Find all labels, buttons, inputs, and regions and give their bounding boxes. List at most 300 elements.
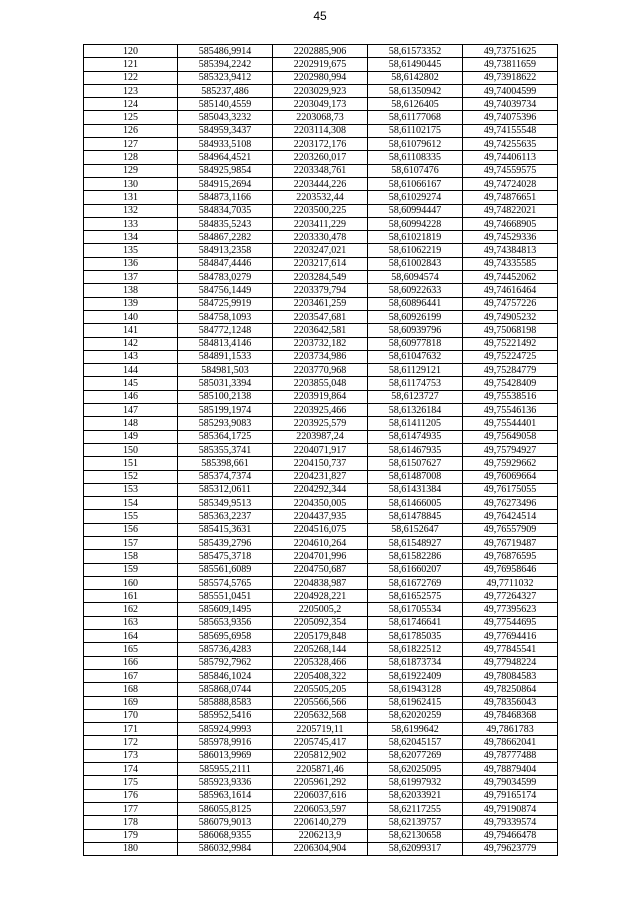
longitude-cell: 49,77544695 (463, 616, 558, 629)
x-coordinate-cell: 585551,0451 (178, 590, 273, 603)
x-coordinate-cell: 585653,9356 (178, 616, 273, 629)
point-number-cell: 180 (84, 842, 178, 855)
x-coordinate-cell: 585486,9914 (178, 45, 273, 58)
latitude-cell: 58,61350942 (368, 84, 463, 97)
longitude-cell: 49,77845541 (463, 643, 558, 656)
table-row (84, 483, 558, 496)
table-row (84, 377, 558, 390)
point-number-cell: 131 (84, 191, 178, 204)
longitude-cell: 49,74529336 (463, 231, 558, 244)
longitude-cell: 49,76876595 (463, 550, 558, 563)
point-number-cell: 144 (84, 364, 178, 377)
point-number-cell: 166 (84, 656, 178, 669)
point-number-cell: 138 (84, 284, 178, 297)
y-coordinate-cell: 2204071,917 (273, 443, 368, 456)
x-coordinate-cell: 586055,8125 (178, 802, 273, 815)
y-coordinate-cell: 2203114,308 (273, 124, 368, 137)
x-coordinate-cell: 585978,9916 (178, 736, 273, 749)
y-coordinate-cell: 2204701,996 (273, 550, 368, 563)
table-row (84, 45, 558, 58)
x-coordinate-cell: 585868,0744 (178, 683, 273, 696)
latitude-cell: 58,60994228 (368, 217, 463, 230)
y-coordinate-cell: 2205719,11 (273, 723, 368, 736)
x-coordinate-cell: 585792,7962 (178, 656, 273, 669)
point-number-cell: 172 (84, 736, 178, 749)
table-row (84, 71, 558, 84)
x-coordinate-cell: 585323,9412 (178, 71, 273, 84)
latitude-cell: 58,62139757 (368, 816, 463, 829)
longitude-cell: 49,78356043 (463, 696, 558, 709)
longitude-cell: 49,74384813 (463, 244, 558, 257)
y-coordinate-cell: 2203411,229 (273, 217, 368, 230)
y-coordinate-cell: 2203172,176 (273, 138, 368, 151)
x-coordinate-cell: 584834,7035 (178, 204, 273, 217)
x-coordinate-cell: 584867,2282 (178, 231, 273, 244)
table-row (84, 696, 558, 709)
x-coordinate-cell: 584873,1166 (178, 191, 273, 204)
point-number-cell: 158 (84, 550, 178, 563)
point-number-cell: 146 (84, 390, 178, 403)
y-coordinate-cell: 2203444,226 (273, 177, 368, 190)
table-row (84, 816, 558, 829)
latitude-cell: 58,62077269 (368, 749, 463, 762)
longitude-cell: 49,76958646 (463, 563, 558, 576)
latitude-cell: 58,6126405 (368, 98, 463, 111)
table-row (84, 231, 558, 244)
point-number-cell: 129 (84, 164, 178, 177)
y-coordinate-cell: 2205812,902 (273, 749, 368, 762)
longitude-cell: 49,76424514 (463, 510, 558, 523)
table-row (84, 84, 558, 97)
longitude-cell: 49,78468368 (463, 709, 558, 722)
y-coordinate-cell: 2203330,478 (273, 231, 368, 244)
latitude-cell: 58,61177068 (368, 111, 463, 124)
x-coordinate-cell: 584772,1248 (178, 324, 273, 337)
y-coordinate-cell: 2202919,675 (273, 58, 368, 71)
longitude-cell: 49,75428409 (463, 377, 558, 390)
x-coordinate-cell: 585574,5765 (178, 576, 273, 589)
table-row (84, 749, 558, 762)
y-coordinate-cell: 2206053,597 (273, 802, 368, 815)
table-row (84, 417, 558, 430)
x-coordinate-cell: 585355,3741 (178, 443, 273, 456)
latitude-cell: 58,61785035 (368, 630, 463, 643)
latitude-cell: 58,61573352 (368, 45, 463, 58)
point-number-cell: 177 (84, 802, 178, 815)
y-coordinate-cell: 2206213,9 (273, 829, 368, 842)
x-coordinate-cell: 585952,5416 (178, 709, 273, 722)
table-row (84, 523, 558, 536)
y-coordinate-cell: 2203379,794 (273, 284, 368, 297)
table-row (84, 244, 558, 257)
y-coordinate-cell: 2203770,968 (273, 364, 368, 377)
table-row (84, 842, 558, 855)
longitude-cell: 49,79165174 (463, 789, 558, 802)
latitude-cell: 58,61047632 (368, 350, 463, 363)
longitude-cell: 49,73751625 (463, 45, 558, 58)
longitude-cell: 49,74075396 (463, 111, 558, 124)
longitude-cell: 49,74155548 (463, 124, 558, 137)
x-coordinate-cell: 585140,4559 (178, 98, 273, 111)
table-row (84, 550, 558, 563)
x-coordinate-cell: 585846,1024 (178, 669, 273, 682)
point-number-cell: 148 (84, 417, 178, 430)
point-number-cell: 178 (84, 816, 178, 829)
longitude-cell: 49,74335585 (463, 257, 558, 270)
latitude-cell: 58,61029274 (368, 191, 463, 204)
latitude-cell: 58,6094574 (368, 271, 463, 284)
latitude-cell: 58,61474935 (368, 430, 463, 443)
x-coordinate-cell: 585963,1614 (178, 789, 273, 802)
longitude-cell: 49,74559575 (463, 164, 558, 177)
y-coordinate-cell: 2206037,616 (273, 789, 368, 802)
point-number-cell: 120 (84, 45, 178, 58)
point-number-cell: 142 (84, 337, 178, 350)
latitude-cell: 58,61490445 (368, 58, 463, 71)
longitude-cell: 49,75929662 (463, 457, 558, 470)
y-coordinate-cell: 2204516,075 (273, 523, 368, 536)
latitude-cell: 58,60994447 (368, 204, 463, 217)
x-coordinate-cell: 586032,9984 (178, 842, 273, 855)
latitude-cell: 58,61002843 (368, 257, 463, 270)
point-number-cell: 123 (84, 84, 178, 97)
x-coordinate-cell: 584959,3437 (178, 124, 273, 137)
latitude-cell: 58,61431384 (368, 483, 463, 496)
point-number-cell: 165 (84, 643, 178, 656)
point-number-cell: 171 (84, 723, 178, 736)
table-row (84, 709, 558, 722)
table-row (84, 457, 558, 470)
table-row (84, 776, 558, 789)
y-coordinate-cell: 2203500,225 (273, 204, 368, 217)
longitude-cell: 49,75224725 (463, 350, 558, 363)
table-row (84, 177, 558, 190)
x-coordinate-cell: 585736,4283 (178, 643, 273, 656)
point-number-cell: 136 (84, 257, 178, 270)
y-coordinate-cell: 2204150,737 (273, 457, 368, 470)
point-number-cell: 153 (84, 483, 178, 496)
x-coordinate-cell: 585394,2242 (178, 58, 273, 71)
longitude-cell: 49,75284779 (463, 364, 558, 377)
y-coordinate-cell: 2205632,568 (273, 709, 368, 722)
x-coordinate-cell: 585374,7374 (178, 470, 273, 483)
longitude-cell: 49,74255635 (463, 138, 558, 151)
point-number-cell: 145 (84, 377, 178, 390)
x-coordinate-cell: 584847,4446 (178, 257, 273, 270)
point-number-cell: 176 (84, 789, 178, 802)
point-number-cell: 170 (84, 709, 178, 722)
point-number-cell: 151 (84, 457, 178, 470)
y-coordinate-cell: 2205268,144 (273, 643, 368, 656)
latitude-cell: 58,60977818 (368, 337, 463, 350)
longitude-cell: 49,78662041 (463, 736, 558, 749)
point-number-cell: 133 (84, 217, 178, 230)
longitude-cell: 49,74668905 (463, 217, 558, 230)
y-coordinate-cell: 2203348,761 (273, 164, 368, 177)
point-number-cell: 161 (84, 590, 178, 603)
y-coordinate-cell: 2203217,614 (273, 257, 368, 270)
y-coordinate-cell: 2204437,935 (273, 510, 368, 523)
longitude-cell: 49,74039734 (463, 98, 558, 111)
table-row (84, 217, 558, 230)
latitude-cell: 58,61943128 (368, 683, 463, 696)
longitude-cell: 49,79190874 (463, 802, 558, 815)
y-coordinate-cell: 2203029,923 (273, 84, 368, 97)
longitude-cell: 49,73918622 (463, 71, 558, 84)
x-coordinate-cell: 585398,661 (178, 457, 273, 470)
y-coordinate-cell: 2203049,173 (273, 98, 368, 111)
table-row (84, 590, 558, 603)
latitude-cell: 58,6152647 (368, 523, 463, 536)
x-coordinate-cell: 585888,8583 (178, 696, 273, 709)
x-coordinate-cell: 585349,9513 (178, 497, 273, 510)
latitude-cell: 58,61466005 (368, 497, 463, 510)
y-coordinate-cell: 2203734,986 (273, 350, 368, 363)
latitude-cell: 58,6107476 (368, 164, 463, 177)
point-number-cell: 179 (84, 829, 178, 842)
point-number-cell: 135 (84, 244, 178, 257)
table-row (84, 802, 558, 815)
latitude-cell: 58,62130658 (368, 829, 463, 842)
point-number-cell: 122 (84, 71, 178, 84)
longitude-cell: 49,78879404 (463, 763, 558, 776)
y-coordinate-cell: 2205871,46 (273, 763, 368, 776)
latitude-cell: 58,61672769 (368, 576, 463, 589)
longitude-cell: 49,76719487 (463, 536, 558, 549)
table-row (84, 603, 558, 616)
table-row (84, 364, 558, 377)
latitude-cell: 58,61102175 (368, 124, 463, 137)
table-row (84, 656, 558, 669)
y-coordinate-cell: 2203284,549 (273, 271, 368, 284)
longitude-cell: 49,79623779 (463, 842, 558, 855)
latitude-cell: 58,61822512 (368, 643, 463, 656)
x-coordinate-cell: 585695,6958 (178, 630, 273, 643)
longitude-cell: 49,79466478 (463, 829, 558, 842)
latitude-cell: 58,61746641 (368, 616, 463, 629)
longitude-cell: 49,74616464 (463, 284, 558, 297)
table-row (84, 723, 558, 736)
table-row (84, 337, 558, 350)
point-number-cell: 134 (84, 231, 178, 244)
x-coordinate-cell: 585415,3631 (178, 523, 273, 536)
longitude-cell: 49,77694416 (463, 630, 558, 643)
longitude-cell: 49,75544401 (463, 417, 558, 430)
point-number-cell: 147 (84, 404, 178, 417)
x-coordinate-cell: 585100,2138 (178, 390, 273, 403)
longitude-cell: 49,75068198 (463, 324, 558, 337)
longitude-cell: 49,7861783 (463, 723, 558, 736)
y-coordinate-cell: 2205745,417 (273, 736, 368, 749)
longitude-cell: 49,75546136 (463, 404, 558, 417)
table-row (84, 669, 558, 682)
latitude-cell: 58,61062219 (368, 244, 463, 257)
latitude-cell: 58,60926199 (368, 310, 463, 323)
longitude-cell: 49,79339574 (463, 816, 558, 829)
latitude-cell: 58,61108335 (368, 151, 463, 164)
longitude-cell: 49,75794927 (463, 443, 558, 456)
point-number-cell: 152 (84, 470, 178, 483)
table-row (84, 111, 558, 124)
longitude-cell: 49,76175055 (463, 483, 558, 496)
x-coordinate-cell: 584756,1449 (178, 284, 273, 297)
x-coordinate-cell: 586068,9355 (178, 829, 273, 842)
latitude-cell: 58,61174753 (368, 377, 463, 390)
table-row (84, 204, 558, 217)
point-number-cell: 164 (84, 630, 178, 643)
page-number: 45 (313, 9, 327, 23)
latitude-cell: 58,61582286 (368, 550, 463, 563)
table-row (84, 683, 558, 696)
table-row (84, 138, 558, 151)
longitude-cell: 49,7711032 (463, 576, 558, 589)
point-number-cell: 125 (84, 111, 178, 124)
y-coordinate-cell: 2203919,864 (273, 390, 368, 403)
point-number-cell: 132 (84, 204, 178, 217)
point-number-cell: 121 (84, 58, 178, 71)
y-coordinate-cell: 2205505,205 (273, 683, 368, 696)
y-coordinate-cell: 2204838,987 (273, 576, 368, 589)
x-coordinate-cell: 586079,9013 (178, 816, 273, 829)
x-coordinate-cell: 585363,2237 (178, 510, 273, 523)
point-number-cell: 140 (84, 310, 178, 323)
longitude-cell: 49,74724028 (463, 177, 558, 190)
table-row (84, 497, 558, 510)
latitude-cell: 58,61922409 (368, 669, 463, 682)
x-coordinate-cell: 584964,4521 (178, 151, 273, 164)
point-number-cell: 124 (84, 98, 178, 111)
table-row (84, 829, 558, 842)
latitude-cell: 58,61652575 (368, 590, 463, 603)
x-coordinate-cell: 586013,9969 (178, 749, 273, 762)
latitude-cell: 58,62045157 (368, 736, 463, 749)
x-coordinate-cell: 585237,486 (178, 84, 273, 97)
point-number-cell: 141 (84, 324, 178, 337)
table-row (84, 430, 558, 443)
table-row (84, 536, 558, 549)
latitude-cell: 58,61487008 (368, 470, 463, 483)
table-row (84, 404, 558, 417)
y-coordinate-cell: 2206304,904 (273, 842, 368, 855)
point-number-cell: 149 (84, 430, 178, 443)
y-coordinate-cell: 2205961,292 (273, 776, 368, 789)
latitude-cell: 58,61873734 (368, 656, 463, 669)
table-row (84, 284, 558, 297)
x-coordinate-cell: 584758,1093 (178, 310, 273, 323)
point-number-cell: 126 (84, 124, 178, 137)
point-number-cell: 159 (84, 563, 178, 576)
table-row (84, 510, 558, 523)
y-coordinate-cell: 2202885,906 (273, 45, 368, 58)
longitude-cell: 49,77264327 (463, 590, 558, 603)
latitude-cell: 58,6199642 (368, 723, 463, 736)
longitude-cell: 49,76069664 (463, 470, 558, 483)
latitude-cell: 58,61548927 (368, 536, 463, 549)
point-number-cell: 174 (84, 763, 178, 776)
longitude-cell: 49,78250864 (463, 683, 558, 696)
longitude-cell: 49,75221492 (463, 337, 558, 350)
longitude-cell: 49,74452062 (463, 271, 558, 284)
longitude-cell: 49,77948224 (463, 656, 558, 669)
latitude-cell: 58,60922633 (368, 284, 463, 297)
point-number-cell: 169 (84, 696, 178, 709)
table-row (84, 563, 558, 576)
longitude-cell: 49,78777488 (463, 749, 558, 762)
y-coordinate-cell: 2204610,264 (273, 536, 368, 549)
y-coordinate-cell: 2204750,687 (273, 563, 368, 576)
point-number-cell: 173 (84, 749, 178, 762)
x-coordinate-cell: 584925,9854 (178, 164, 273, 177)
latitude-cell: 58,61705534 (368, 603, 463, 616)
table-row (84, 576, 558, 589)
longitude-cell: 49,75649058 (463, 430, 558, 443)
latitude-cell: 58,61507627 (368, 457, 463, 470)
y-coordinate-cell: 2203925,579 (273, 417, 368, 430)
latitude-cell: 58,62099317 (368, 842, 463, 855)
x-coordinate-cell: 585043,3232 (178, 111, 273, 124)
x-coordinate-cell: 585609,1495 (178, 603, 273, 616)
point-number-cell: 155 (84, 510, 178, 523)
y-coordinate-cell: 2205179,848 (273, 630, 368, 643)
latitude-cell: 58,61467935 (368, 443, 463, 456)
point-number-cell: 162 (84, 603, 178, 616)
coordinates-table-body (84, 45, 558, 856)
x-coordinate-cell: 584981,503 (178, 364, 273, 377)
y-coordinate-cell: 2203547,681 (273, 310, 368, 323)
latitude-cell: 58,62025095 (368, 763, 463, 776)
y-coordinate-cell: 2203068,73 (273, 111, 368, 124)
x-coordinate-cell: 584891,1533 (178, 350, 273, 363)
longitude-cell: 49,75538516 (463, 390, 558, 403)
x-coordinate-cell: 585293,9083 (178, 417, 273, 430)
x-coordinate-cell: 584783,0279 (178, 271, 273, 284)
table-row (84, 630, 558, 643)
x-coordinate-cell: 584933,5108 (178, 138, 273, 151)
longitude-cell: 49,74876651 (463, 191, 558, 204)
x-coordinate-cell: 585955,2111 (178, 763, 273, 776)
point-number-cell: 139 (84, 297, 178, 310)
latitude-cell: 58,61326184 (368, 404, 463, 417)
table-row (84, 789, 558, 802)
point-number-cell: 156 (84, 523, 178, 536)
y-coordinate-cell: 2203855,048 (273, 377, 368, 390)
x-coordinate-cell: 585475,3718 (178, 550, 273, 563)
point-number-cell: 150 (84, 443, 178, 456)
point-number-cell: 160 (84, 576, 178, 589)
y-coordinate-cell: 2203642,581 (273, 324, 368, 337)
longitude-cell: 49,74406113 (463, 151, 558, 164)
point-number-cell: 128 (84, 151, 178, 164)
point-number-cell: 143 (84, 350, 178, 363)
y-coordinate-cell: 2203461,259 (273, 297, 368, 310)
latitude-cell: 58,61079612 (368, 138, 463, 151)
x-coordinate-cell: 585561,6089 (178, 563, 273, 576)
x-coordinate-cell: 585924,9993 (178, 723, 273, 736)
latitude-cell: 58,62117255 (368, 802, 463, 815)
longitude-cell: 49,78084583 (463, 669, 558, 682)
x-coordinate-cell: 584813,4146 (178, 337, 273, 350)
y-coordinate-cell: 2205005,2 (273, 603, 368, 616)
y-coordinate-cell: 2203732,182 (273, 337, 368, 350)
y-coordinate-cell: 2204928,221 (273, 590, 368, 603)
x-coordinate-cell: 585031,3394 (178, 377, 273, 390)
latitude-cell: 58,61129121 (368, 364, 463, 377)
y-coordinate-cell: 2203260,017 (273, 151, 368, 164)
longitude-cell: 49,73811659 (463, 58, 558, 71)
x-coordinate-cell: 585364,1725 (178, 430, 273, 443)
y-coordinate-cell: 2203925,466 (273, 404, 368, 417)
latitude-cell: 58,62020259 (368, 709, 463, 722)
